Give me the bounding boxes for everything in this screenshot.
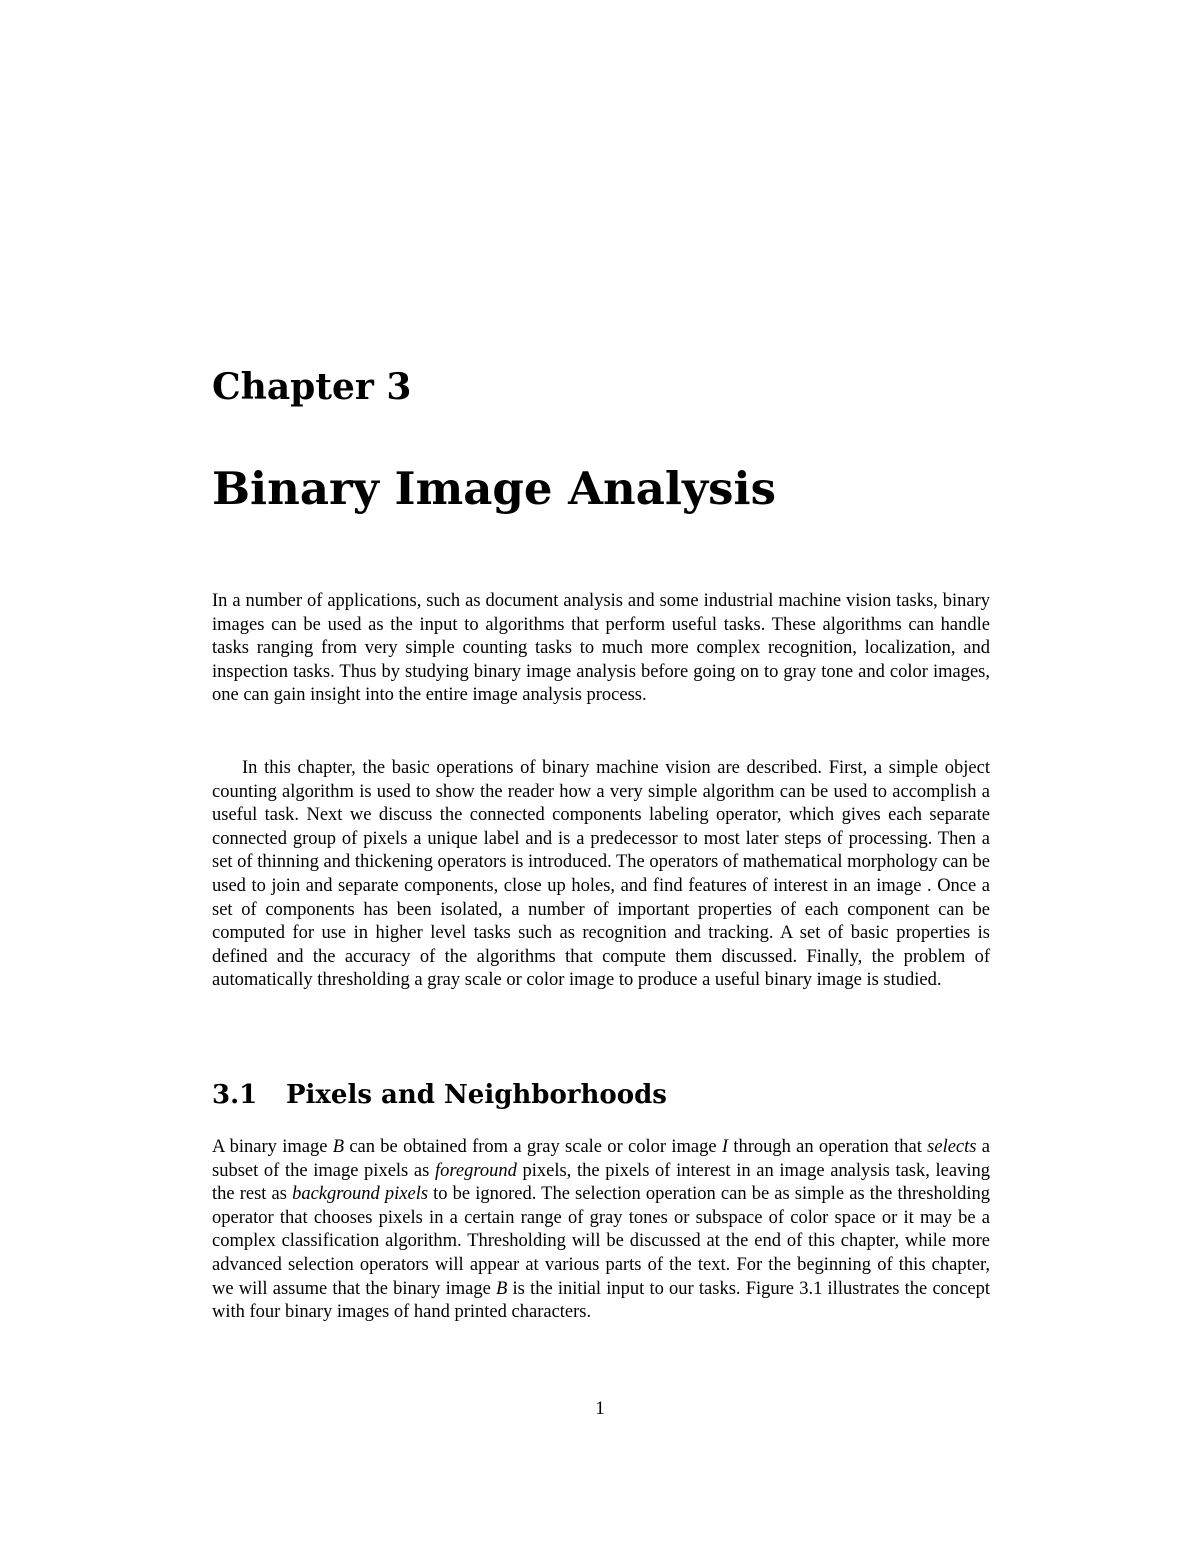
text-span: to be ignored. The selection operation can be as simple as the thresholding operator that chooses pixels in a certain range of gray tones or subspace of color space or it may be a complex classification algorithm. Thresholding will be discussed at the end of this chapter, while more advanced selection operators will appear at various parts of the text. For the beginning of this chapter, we will assume that the binary image (212, 1184, 990, 1299)
emphasis-background-pixels: background pixels (292, 1184, 429, 1205)
emphasis-foreground: foreground (434, 1160, 517, 1181)
math-symbol-i: I (721, 1137, 729, 1157)
section-number: 3.1 (212, 1080, 258, 1110)
text-span: through an operation that (728, 1137, 928, 1157)
text-span: is the initial input to our tasks. Figure 3.1 illustrates the concept with four binary images of hand printed characters. (212, 1278, 990, 1323)
section-title: Pixels and Neighborhoods (286, 1080, 667, 1110)
text-span: a subset of the image pixels as (212, 1137, 990, 1181)
intro-paragraph: In a number of applications, such as document analysis and some industrial machine vision tasks, binary images can be used as the input to algorithms that perform useful tasks. These algorithms can handle tasks ranging from very simple counting tasks to much more complex recognition, localization, and inspection tasks. Thus by studying binary image analysis before going on to gray tone and color images, one can gain insight into the entire image analysis process. (212, 591, 990, 706)
math-symbol-b: B (332, 1137, 345, 1157)
section-heading (212, 1080, 667, 1110)
chapter-label: Chapter 3 (212, 366, 412, 408)
text-span: A binary image (212, 1137, 333, 1157)
math-symbol-b: B (496, 1278, 508, 1299)
text-span: can be obtained from a gray scale or color image (344, 1137, 722, 1157)
section-paragraph (212, 1136, 990, 1325)
chapter-title: Binary Image Analysis (212, 462, 776, 515)
page-number: 1 (595, 1398, 605, 1419)
overview-paragraph: In this chapter, the basic operations of binary machine vision are described. First, a simple object counting algorithm is used to show the reader how a very simple algorithm can be used to accomplish a useful task. Next we discuss the connected components labeling operator, which gives each separate connected group of pixels a unique label and is a predecessor to most later steps of processing. Then a set of thinning and thickening operators is introduced. The operators of mathematical morphology can be used to join and separate components, close up holes, and find features of interest in an image . Once a set of components has been isolated, a number of important properties of each component can be computed for use in higher level tasks such as recognition and tracking. A set of basic properties is defined and the accuracy of the algorithms that compute them discussed. Finally, the problem of automatically thresholding a gray scale or color image to produce a useful binary image is studied. (212, 758, 990, 991)
text-span: pixels, the pixels of interest in an image analysis task, leaving the rest as (212, 1160, 990, 1205)
emphasis-selects: selects (927, 1137, 977, 1157)
